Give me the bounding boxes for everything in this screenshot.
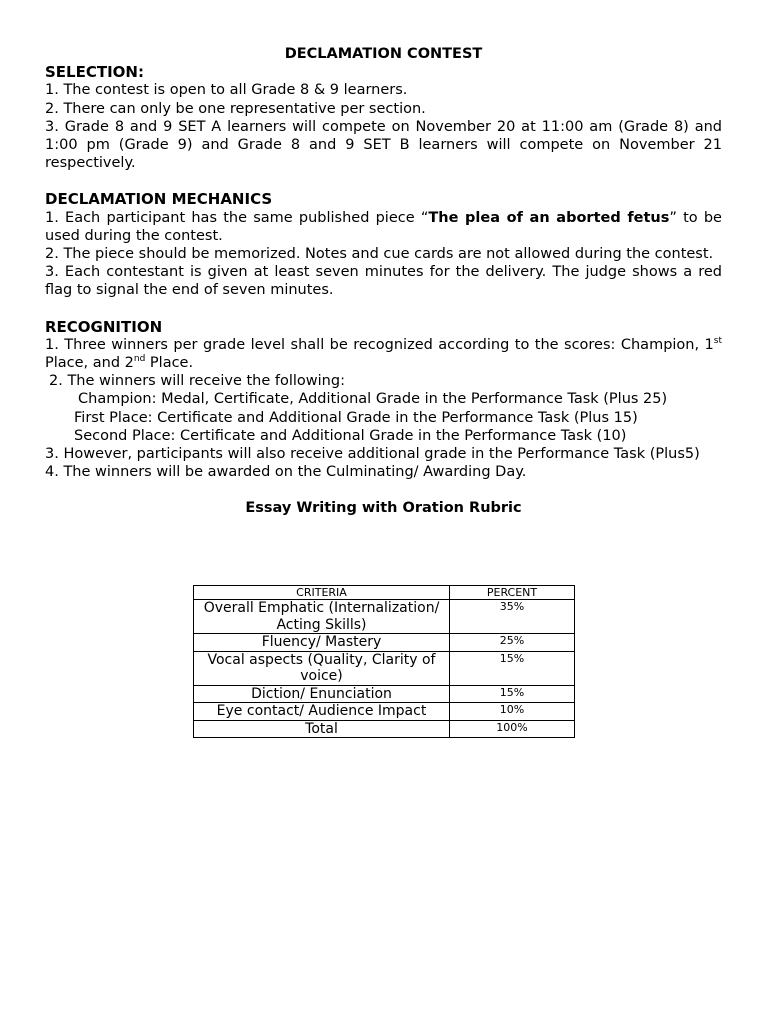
percent-cell: 15% [450,685,575,703]
recognition-item-1 [45,336,722,372]
recognition-item-4: 4. The winners will be awarded on the Culminating/ Awarding Day. [45,464,527,481]
mechanics-item-1 [45,209,722,245]
mechanics-item-2: 2. The piece should be memorized. Notes and cue cards are not allowed during the contest. [45,246,714,263]
rubric-title: Essay Writing with Oration Rubric [245,500,522,517]
percent-cell: 35% [450,600,575,634]
table-row-total [194,720,575,738]
percent-cell: 15% [450,651,575,685]
header-percent: PERCENT [450,586,575,600]
piece-title: The plea of an aborted fetus [428,209,670,226]
award-first-place: First Place: Certificate and Additional Grade in the Performance Task (Plus 15) [74,409,638,426]
recognition-item-1-text-c: Place. [145,355,194,372]
selection-heading: SELECTION: [45,63,144,82]
award-second-place: Second Place: Certificate and Additional Grade in the Performance Task (10) [74,427,627,444]
criteria-cell: Eye contact/ Audience Impact [194,703,450,721]
selection-item-1: 1. The contest is open to all Grade 8 & 9 learners. [45,82,408,99]
table-row [194,651,575,685]
document-title: DECLAMATION CONTEST [284,46,483,62]
ordinal-st: st [713,336,722,347]
mechanics-item-1-post: ” to be used during the contest. [45,209,722,244]
criteria-cell-total: Total [194,720,450,738]
mechanics-heading: DECLAMATION MECHANICS [45,190,273,209]
selection-item-3: 3. Grade 8 and 9 SET A learners will compete on November 20 at 11:00 am (Grade 8) and 1:00 pm (Grade 9) and Grade 8 and 9 SET B learners will compete on November 21 respectively. [45,118,722,172]
selection-item-2: 2. There can only be one representative per section. [45,100,426,117]
table-row [194,703,575,721]
document-page [45,45,722,518]
mechanics-item-3: 3. Each contestant is given at least seven minutes for the delivery. The judge shows a red flag to signal the end of seven minutes. [45,264,722,299]
recognition-item-1-text: 1. Three winners per grade level shall be recognized according to the scores: Champion, 1 [45,336,714,353]
table-row [194,685,575,703]
criteria-cell: Overall Emphatic (Internalization/ Acting Skills) [194,600,450,634]
rubric-table [193,585,575,738]
mechanics-item-1-pre: 1. Each participant has the same published piece “ [45,209,429,226]
recognition-heading: RECOGNITION [45,317,163,336]
criteria-cell: Fluency/ Mastery [194,634,450,652]
table-header-row [194,586,575,600]
criteria-cell: Diction/ Enunciation [194,685,450,703]
award-champion: Champion: Medal, Certificate, Additional Grade in the Performance Task (Plus 25) [78,391,668,408]
criteria-cell: Vocal aspects (Quality, Clarity of voice) [194,651,450,685]
percent-cell: 25% [450,634,575,652]
table-row [194,600,575,634]
ordinal-nd: nd [133,354,146,365]
table-row [194,634,575,652]
recognition-item-2: 2. The winners will receive the following: [49,373,345,390]
header-criteria: CRITERIA [194,586,450,600]
recognition-item-1-text-b: Place, and 2 [45,355,134,372]
percent-cell: 10% [450,703,575,721]
recognition-item-3: 3. However, participants will also receive additional grade in the Performance Task (Plus5) [45,446,700,463]
percent-cell-total: 100% [450,720,575,738]
